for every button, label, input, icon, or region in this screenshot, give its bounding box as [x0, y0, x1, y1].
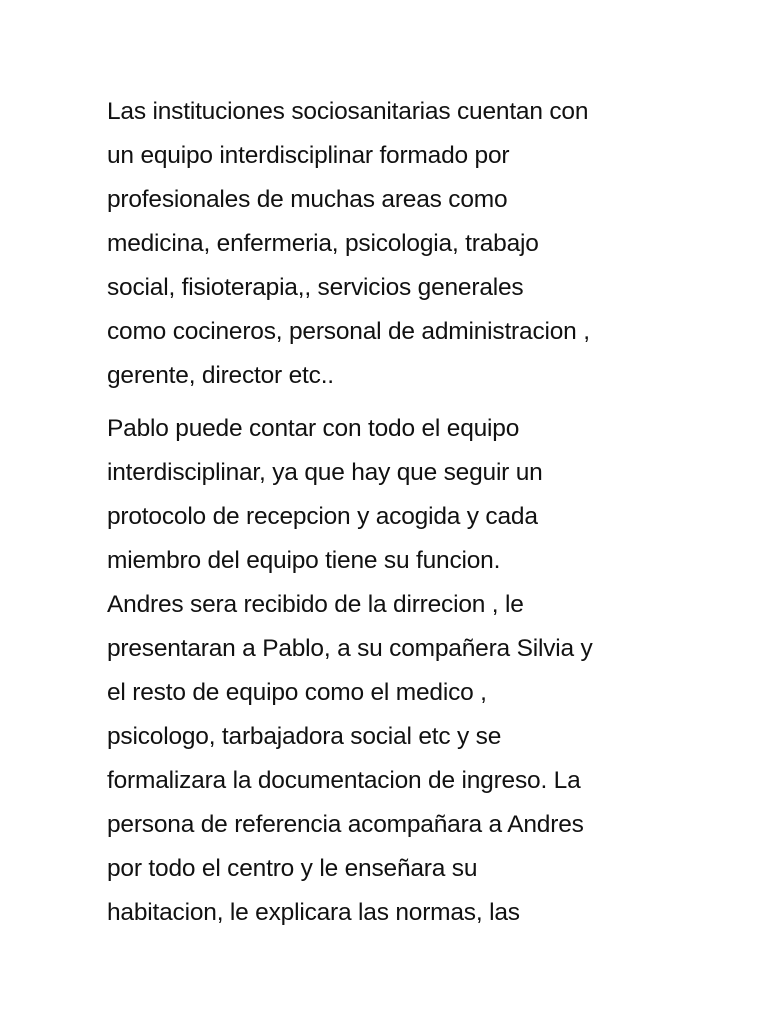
text-line: protocolo de recepcion y acogida y cada — [107, 503, 538, 530]
text-line: gerente, director etc.. — [107, 362, 334, 389]
text-line: Andres sera recibido de la dirrecion , le — [107, 591, 524, 618]
text-line: psicologo, tarbajadora social etc y se — [107, 723, 502, 750]
paragraph-1 — [107, 90, 708, 398]
text-line: interdisciplinar, ya que hay que seguir un — [107, 459, 543, 486]
text-line: persona de referencia acompañara a Andres — [107, 811, 584, 838]
text-line: un equipo interdisciplinar formado por — [107, 142, 510, 169]
text-line: Las instituciones sociosanitarias cuentan con — [107, 98, 589, 125]
text-line: medicina, enfermeria, psicologia, trabajo — [107, 230, 539, 257]
text-line: por todo el centro y le enseñara su — [107, 855, 478, 882]
paragraph-2 — [107, 407, 708, 935]
text-line: el resto de equipo como el medico , — [107, 679, 487, 706]
text-line: Pablo puede contar con todo el equipo — [107, 415, 520, 442]
text-line: formalizara la documentacion de ingreso. La — [107, 767, 581, 794]
text-line: habitacion, le explicara las normas, las — [107, 899, 520, 926]
text-line: miembro del equipo tiene su funcion. — [107, 547, 501, 574]
text-line: presentaran a Pablo, a su compañera Silvia y — [107, 635, 593, 662]
text-line: como cocineros, personal de administracion , — [107, 318, 590, 345]
text-line: profesionales de muchas areas como — [107, 186, 508, 213]
text-line: social, fisioterapia,, servicios generales — [107, 274, 524, 301]
